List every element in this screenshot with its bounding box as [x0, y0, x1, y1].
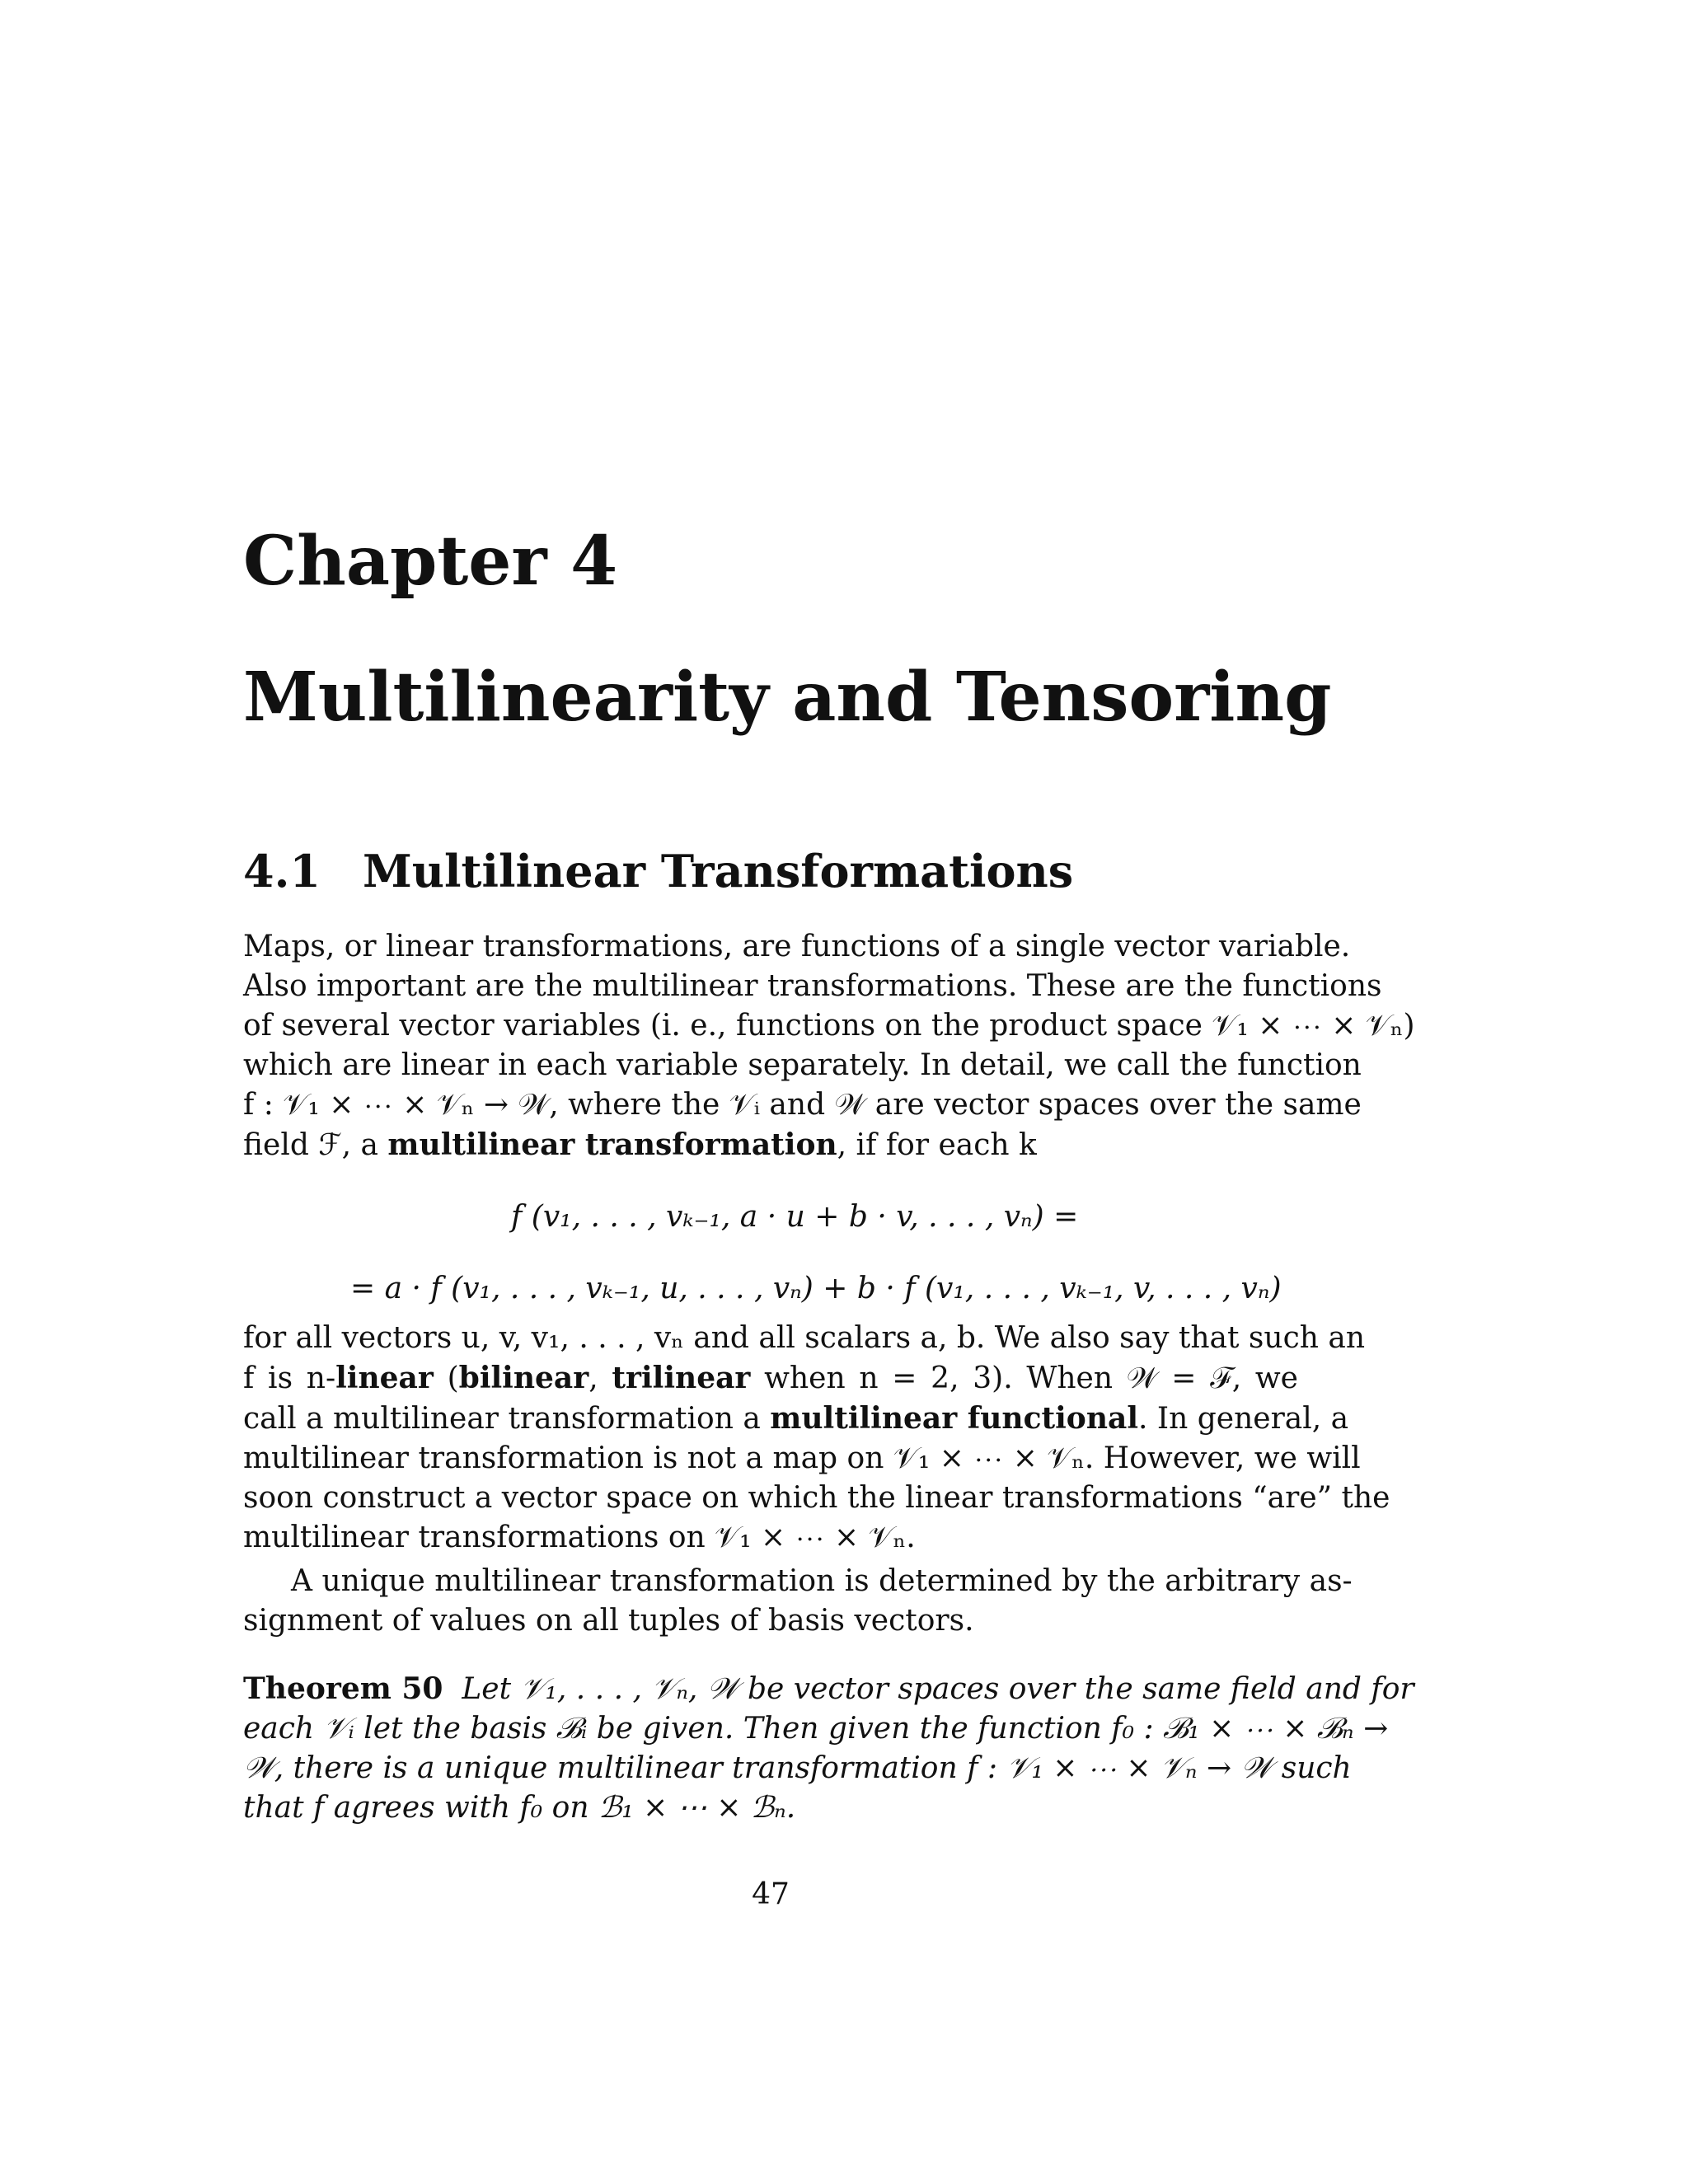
text-fragment: , if for each k — [837, 1128, 1037, 1162]
text-fragment: . In general, a — [1138, 1402, 1349, 1436]
paragraph-intro — [243, 927, 1415, 1165]
term-linear: linear — [335, 1361, 434, 1395]
paragraph-line — [243, 1399, 1349, 1439]
section-heading — [243, 845, 1074, 898]
paragraph-line — [243, 1358, 1298, 1399]
text-fragment: call a multilinear transformation a — [243, 1402, 771, 1436]
chapter-label: Chapter 4 — [243, 522, 618, 601]
paragraph-line: for all vectors u, v, v₁, . . . , vₙ and all scalars a, b. We also say that such an — [243, 1321, 1366, 1355]
theorem-line: 𝒲, there is a unique multilinear transformation f : 𝒱₁ × ⋯ × 𝒱ₙ → 𝒲 such — [243, 1751, 1352, 1785]
text-fragment: f is n- — [243, 1361, 336, 1395]
theorem-50 — [243, 1669, 1414, 1828]
paragraph-line: multilinear transformation is not a map on 𝒱₁ × ⋯ × 𝒱ₙ. However, we will — [243, 1441, 1361, 1475]
section-number: 4.1 — [243, 845, 321, 898]
term-multilinear-functional: multilinear functional — [770, 1401, 1138, 1436]
term-trilinear: trilinear — [612, 1361, 751, 1395]
text-fragment: , — [588, 1361, 612, 1395]
page-number: 47 — [752, 1877, 790, 1911]
theorem-label: Theorem 50 — [243, 1671, 443, 1706]
text-fragment: Let 𝒱₁, . . . , 𝒱ₙ, 𝒲 be vector spaces over the same field and for — [462, 1672, 1414, 1706]
paragraph-uniqueness — [243, 1562, 1353, 1641]
paragraph-line — [243, 1125, 1298, 1165]
paragraph-line: Maps, or linear transformations, are functions of a single vector variable. — [243, 930, 1351, 963]
equation-line-2: = a · f (v₁, . . . , vₖ₋₁, u, . . . , vₙ) + b · f (v₁, . . . , vₖ₋₁, v, . . . , vₙ) — [350, 1272, 1282, 1305]
text-fragment: field ℱ, a — [243, 1128, 388, 1162]
paragraph-line: soon construct a vector space on which the linear transformations “are” the — [243, 1481, 1390, 1515]
paragraph-line: signment of values on all tuples of basis vectors. — [243, 1604, 974, 1638]
paragraph-line: which are linear in each variable separately. In detail, we call the function — [243, 1048, 1362, 1082]
section-title: Multilinear Transformations — [363, 845, 1074, 898]
text-fragment: when n = 2, 3). When 𝒲 = ℱ, we — [750, 1361, 1298, 1395]
paragraph-line: of several vector variables (i. e., functions on the product space 𝒱₁ × ⋯ × 𝒱ₙ) — [243, 1009, 1415, 1043]
term-bilinear: bilinear — [458, 1361, 589, 1395]
paragraph-line: Also important are the multilinear transformations. These are the functions — [243, 969, 1382, 1003]
paragraph-definitions — [243, 1319, 1390, 1558]
paragraph-line: multilinear transformations on 𝒱₁ × ⋯ × 𝒱ₙ. — [243, 1521, 916, 1554]
text-fragment: ( — [433, 1361, 459, 1395]
term-multilinear-transformation: multilinear transformation — [387, 1127, 837, 1162]
paragraph-line: A unique multilinear transformation is determined by the arbitrary as- — [291, 1564, 1353, 1598]
theorem-line: that f agrees with f₀ on ℬ₁ × ⋯ × ℬₙ. — [243, 1791, 796, 1825]
paragraph-line: f : 𝒱₁ × ⋯ × 𝒱ₙ → 𝒲, where the 𝒱ᵢ and 𝒲 are vector spaces over the same — [243, 1088, 1362, 1122]
theorem-line — [243, 1669, 1414, 1709]
equation-line-1: f (v₁, . . . , vₖ₋₁, a · u + b · v, . . . , vₙ) = — [511, 1200, 1079, 1234]
chapter-title: Multilinearity and Tensoring — [243, 658, 1332, 737]
theorem-line: each 𝒱ᵢ let the basis ℬᵢ be given. Then given the function f₀ : ℬ₁ × ⋯ × ℬₙ → — [243, 1712, 1389, 1746]
